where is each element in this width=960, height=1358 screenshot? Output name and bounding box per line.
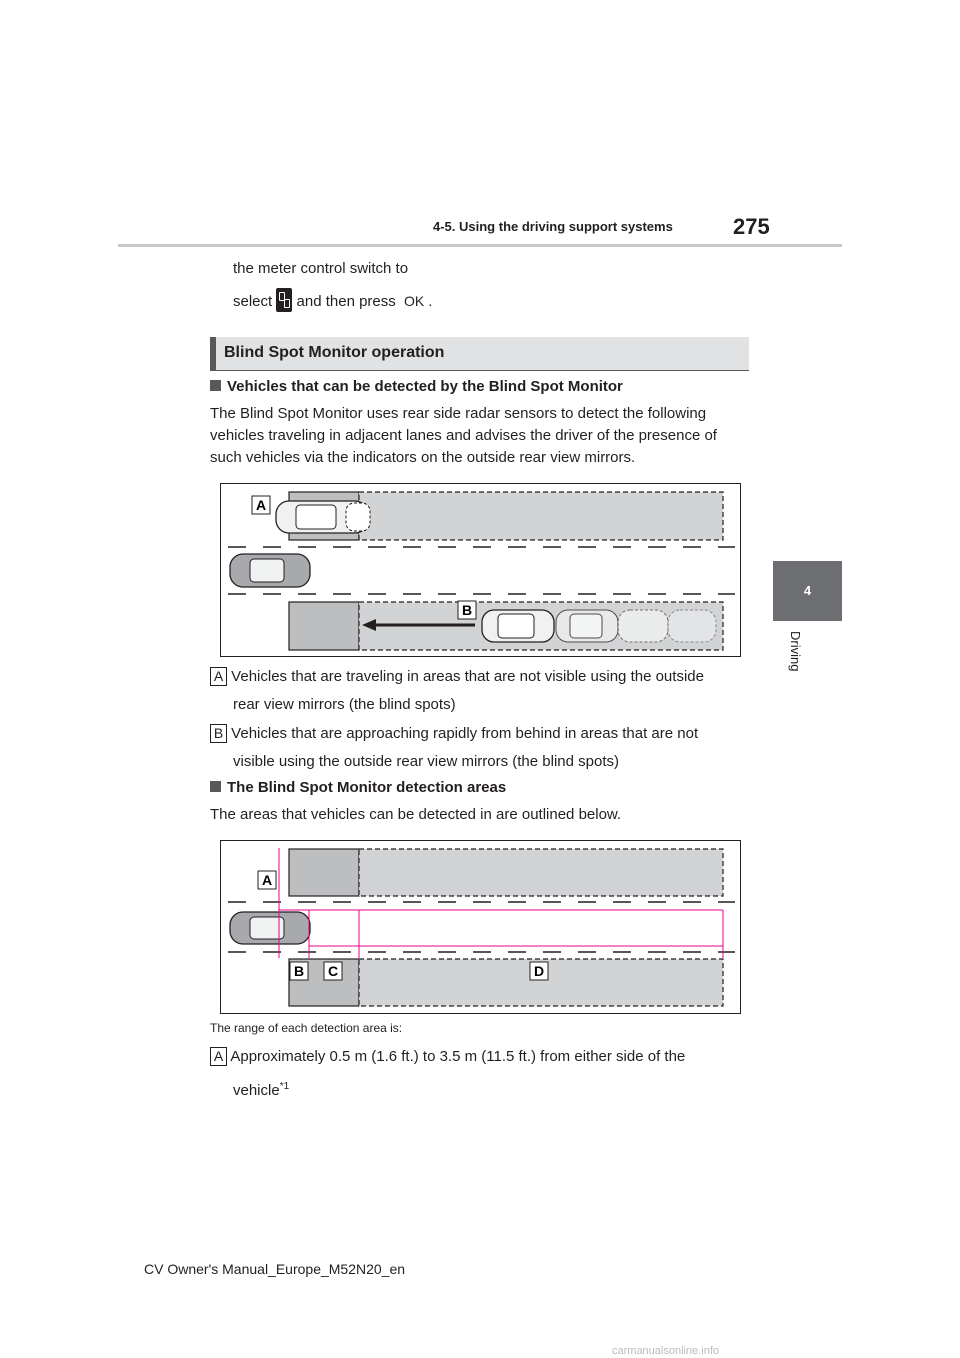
- subject-car: [230, 554, 310, 587]
- figure2-label-d: D: [533, 963, 545, 979]
- section-heading: [210, 337, 749, 370]
- list2-item-a-line2: [233, 1076, 289, 1102]
- square-bullet-icon: [210, 380, 221, 391]
- figure2-caption: The range of each detection area is:: [210, 1021, 403, 1035]
- approaching-car-trail-2: [618, 610, 668, 642]
- chapter-side-label: [775, 625, 815, 685]
- section-title: 4-5. Using the driving support systems: [433, 219, 673, 234]
- footer-manual-id: CV Owner's Manual_Europe_M52N20_en: [144, 1261, 406, 1277]
- heading-accent: [210, 337, 216, 370]
- subheading-detection-areas-text: The Blind Spot Monitor detection areas: [227, 779, 507, 796]
- subject-car: [230, 912, 310, 944]
- area-top-near: [289, 849, 359, 896]
- footnote-ref: *1: [279, 1081, 290, 1092]
- block2-body: The areas that vehicles can be detected in are outlined below.: [210, 806, 622, 823]
- intro-line-1: the meter control switch to: [233, 260, 409, 277]
- list2-item-a-line1: Approximately 0.5 m (1.6 ft.) to 3.5 m (11.5 ft.) from either side of the: [230, 1048, 686, 1065]
- blind-spot-area-bottom-near: [289, 602, 359, 650]
- intro-and-press: and then press: [296, 293, 396, 310]
- figure2-label-a: A: [261, 872, 273, 888]
- subheading-detected-vehicles: [210, 378, 623, 395]
- chapter-label: Driving: [788, 631, 803, 672]
- approaching-car-trail-3: [668, 610, 716, 642]
- key-a-icon: A: [210, 1047, 227, 1066]
- figure2-label-b: B: [293, 963, 305, 979]
- figure1-label-b: B: [461, 602, 473, 618]
- block1-body: The Blind Spot Monitor uses rear side radar sensors to detect the following vehicles traveling in adjacent lanes and advises the driver of the presence of such vehicles via the indicators on the outside rear view mirrors.: [210, 405, 717, 466]
- list1-item-a: [210, 666, 704, 688]
- list1-item-a-line1: Vehicles that are traveling in areas that are not visible using the outside: [231, 668, 704, 685]
- intro-select: select: [233, 293, 273, 310]
- subheading-detection-areas: [210, 779, 506, 796]
- list1-item-a-line2: rear view mirrors (the blind spots): [233, 696, 456, 713]
- square-bullet-icon: [210, 781, 221, 792]
- list1-item-b: [210, 723, 698, 745]
- figure-detected-vehicles: [220, 483, 741, 657]
- key-a-icon: A: [210, 667, 227, 686]
- subheading-detected-vehicles-text: Vehicles that can be detected by the Blind Spot Monitor: [227, 378, 623, 395]
- list1-item-b-line2: visible using the outside rear view mirrors (the blind spots): [233, 753, 619, 770]
- list1-item-b-line1: Vehicles that are approaching rapidly from behind in areas that are not: [231, 725, 699, 742]
- section-heading-text: Blind Spot Monitor operation: [224, 344, 445, 361]
- meter-settings-icon: [276, 288, 292, 312]
- car-in-blind-spot: [276, 501, 370, 533]
- ok-button-icon: OK: [403, 293, 425, 309]
- heading-underline: [210, 370, 749, 371]
- list2-item-a-vehicle: vehicle: [233, 1082, 280, 1099]
- figure1-label-a: A: [255, 497, 267, 513]
- intro-line-2: [233, 288, 432, 313]
- watermark: carmanualsonline.info: [612, 1345, 720, 1357]
- approaching-car: [482, 610, 554, 642]
- figure2-label-c: C: [327, 963, 339, 979]
- approaching-car-trail-1: [556, 610, 618, 642]
- header-divider: [118, 244, 842, 247]
- list2-item-a: [210, 1046, 685, 1068]
- page-number: 275: [733, 214, 770, 239]
- chapter-tab: 4: [773, 561, 842, 621]
- blind-spot-area-top-far: [359, 492, 723, 540]
- intro-period: .: [428, 293, 433, 310]
- key-b-icon: B: [210, 724, 227, 743]
- area-top-far: [359, 849, 723, 896]
- figure-detection-areas: [220, 840, 741, 1014]
